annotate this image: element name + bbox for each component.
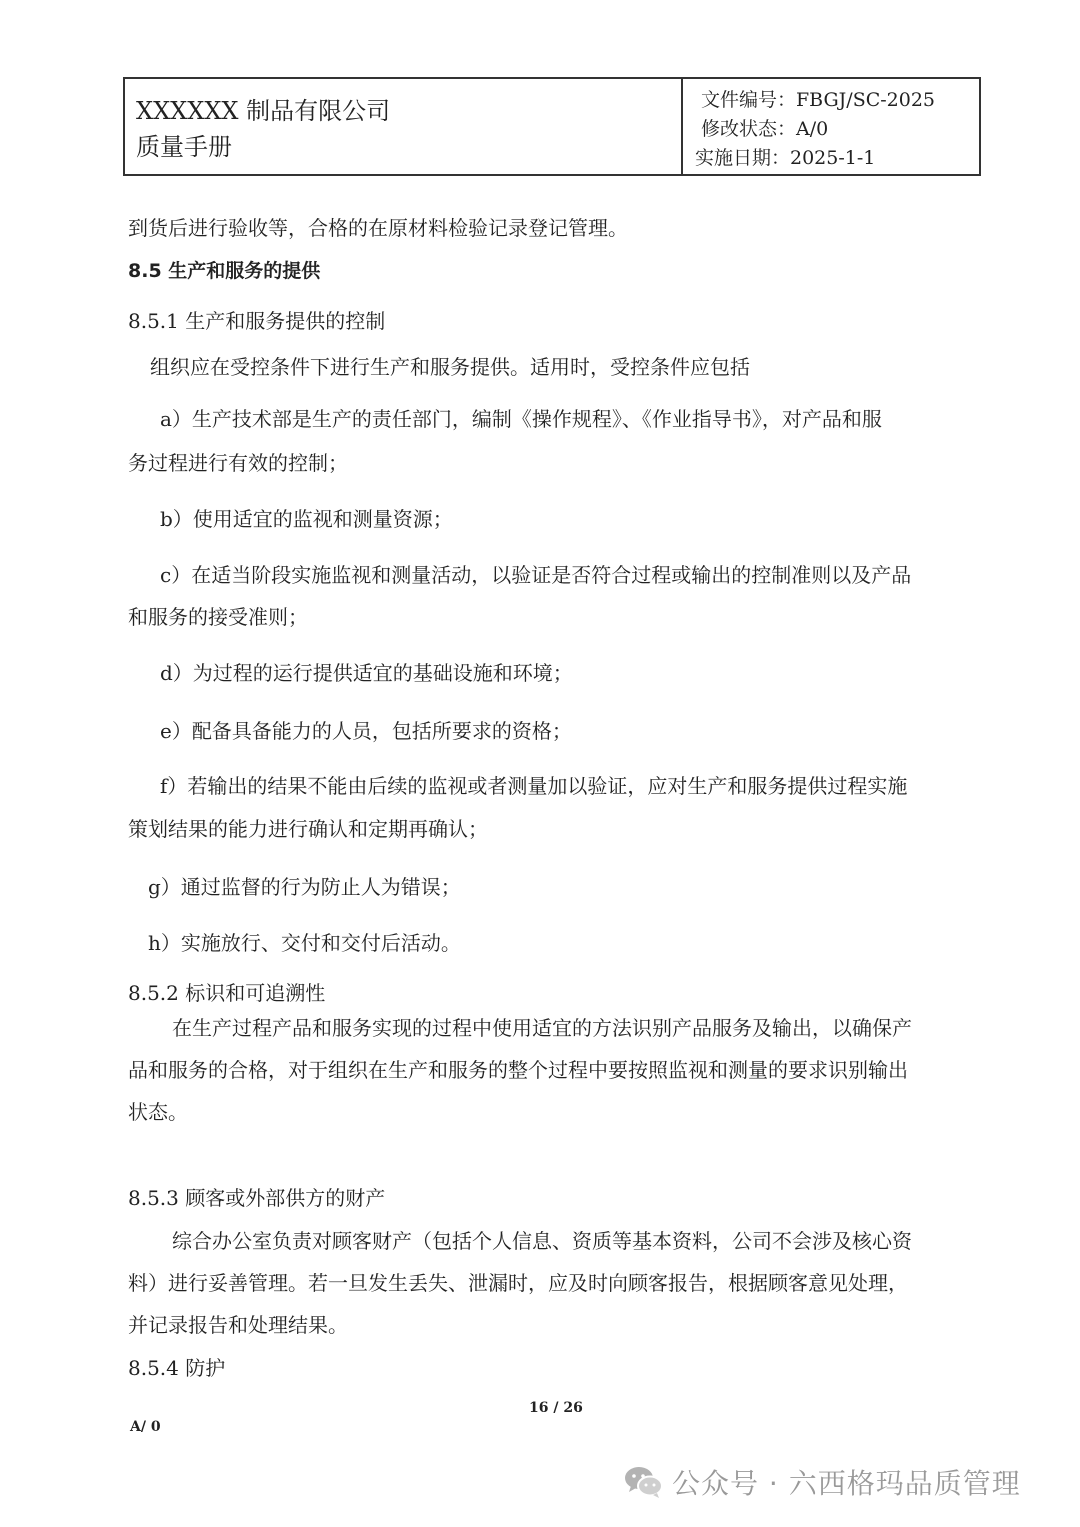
subsection-heading: 8.5.4 防护: [128, 1356, 226, 1380]
body-line: 在生产过程产品和服务实现的过程中使用适宜的方法识别产品服务及输出，以确保产: [172, 1016, 912, 1040]
list-item: c）在适当阶段实施监视和测量活动，以验证是否符合过程或输出的控制准则以及产品: [160, 563, 912, 587]
body-line: 料）进行妥善管理。若一旦发生丢失、泄漏时，应及时向顾客报告，根据顾客意见处理，: [128, 1271, 908, 1295]
body-line: 品和服务的合格，对于组织在生产和服务的整个过程中要按照监视和测量的要求识别输出: [128, 1058, 908, 1082]
list-item: h）实施放行、交付和交付后活动。: [148, 931, 461, 955]
header-right-cell: [683, 79, 979, 174]
list-item-cont: 务过程进行有效的控制；: [128, 451, 348, 475]
subsection-heading: 8.5.2 标识和可追溯性: [128, 981, 326, 1005]
list-item: a）生产技术部是生产的责任部门，编制《操作规程》、《作业指导书》，对产品和服: [160, 407, 882, 431]
subsection-heading: 8.5.1 生产和服务提供的控制: [128, 309, 386, 333]
manual-title: 质量手册: [136, 133, 232, 161]
watermark: [624, 1462, 1021, 1502]
list-item: b）使用适宜的监视和测量资源；: [160, 507, 453, 531]
wechat-icon: [624, 1465, 664, 1499]
subsection-heading: 8.5.3 顾客或外部供方的财产: [128, 1186, 386, 1210]
list-item-cont: 和服务的接受准则；: [128, 605, 308, 629]
list-item-cont: 策划结果的能力进行确认和定期再确认；: [128, 817, 488, 841]
body-line: 综合办公室负责对顾客财产（包括个人信息、资质等基本资料，公司不会涉及核心资: [172, 1229, 912, 1253]
document-header: [123, 77, 981, 176]
body-line: 组织应在受控条件下进行生产和服务提供。适用时，受控条件应包括: [150, 355, 750, 379]
effective-date: 实施日期：2025-1-1: [695, 147, 876, 169]
doc-number: 文件编号：FBGJ/SC-2025: [701, 89, 936, 111]
list-item: f）若输出的结果不能由后续的监视或者测量加以验证，应对生产和服务提供过程实施: [160, 774, 908, 798]
body-line: 并记录报告和处理结果。: [128, 1313, 348, 1337]
body-line: 状态。: [128, 1100, 188, 1124]
list-item: d）为过程的运行提供适宜的基础设施和环境；: [160, 661, 573, 685]
page-number: 16 / 26: [529, 1400, 583, 1416]
footer-revision: A/ 0: [130, 1419, 161, 1435]
watermark-text: 公众号 · 六西格玛品质管理: [672, 1467, 1021, 1500]
header-left-cell: [125, 79, 683, 174]
list-item: g）通过监督的行为防止人为错误；: [148, 875, 461, 899]
section-heading: 8.5 生产和服务的提供: [128, 260, 321, 282]
company-name: XXXXXX 制品有限公司: [136, 97, 391, 125]
revision-status: 修改状态：A/0: [701, 118, 829, 140]
list-item: e）配备具备能力的人员，包括所要求的资格；: [160, 719, 572, 743]
body-line: 到货后进行验收等，合格的在原材料检验记录登记管理。: [128, 216, 628, 240]
